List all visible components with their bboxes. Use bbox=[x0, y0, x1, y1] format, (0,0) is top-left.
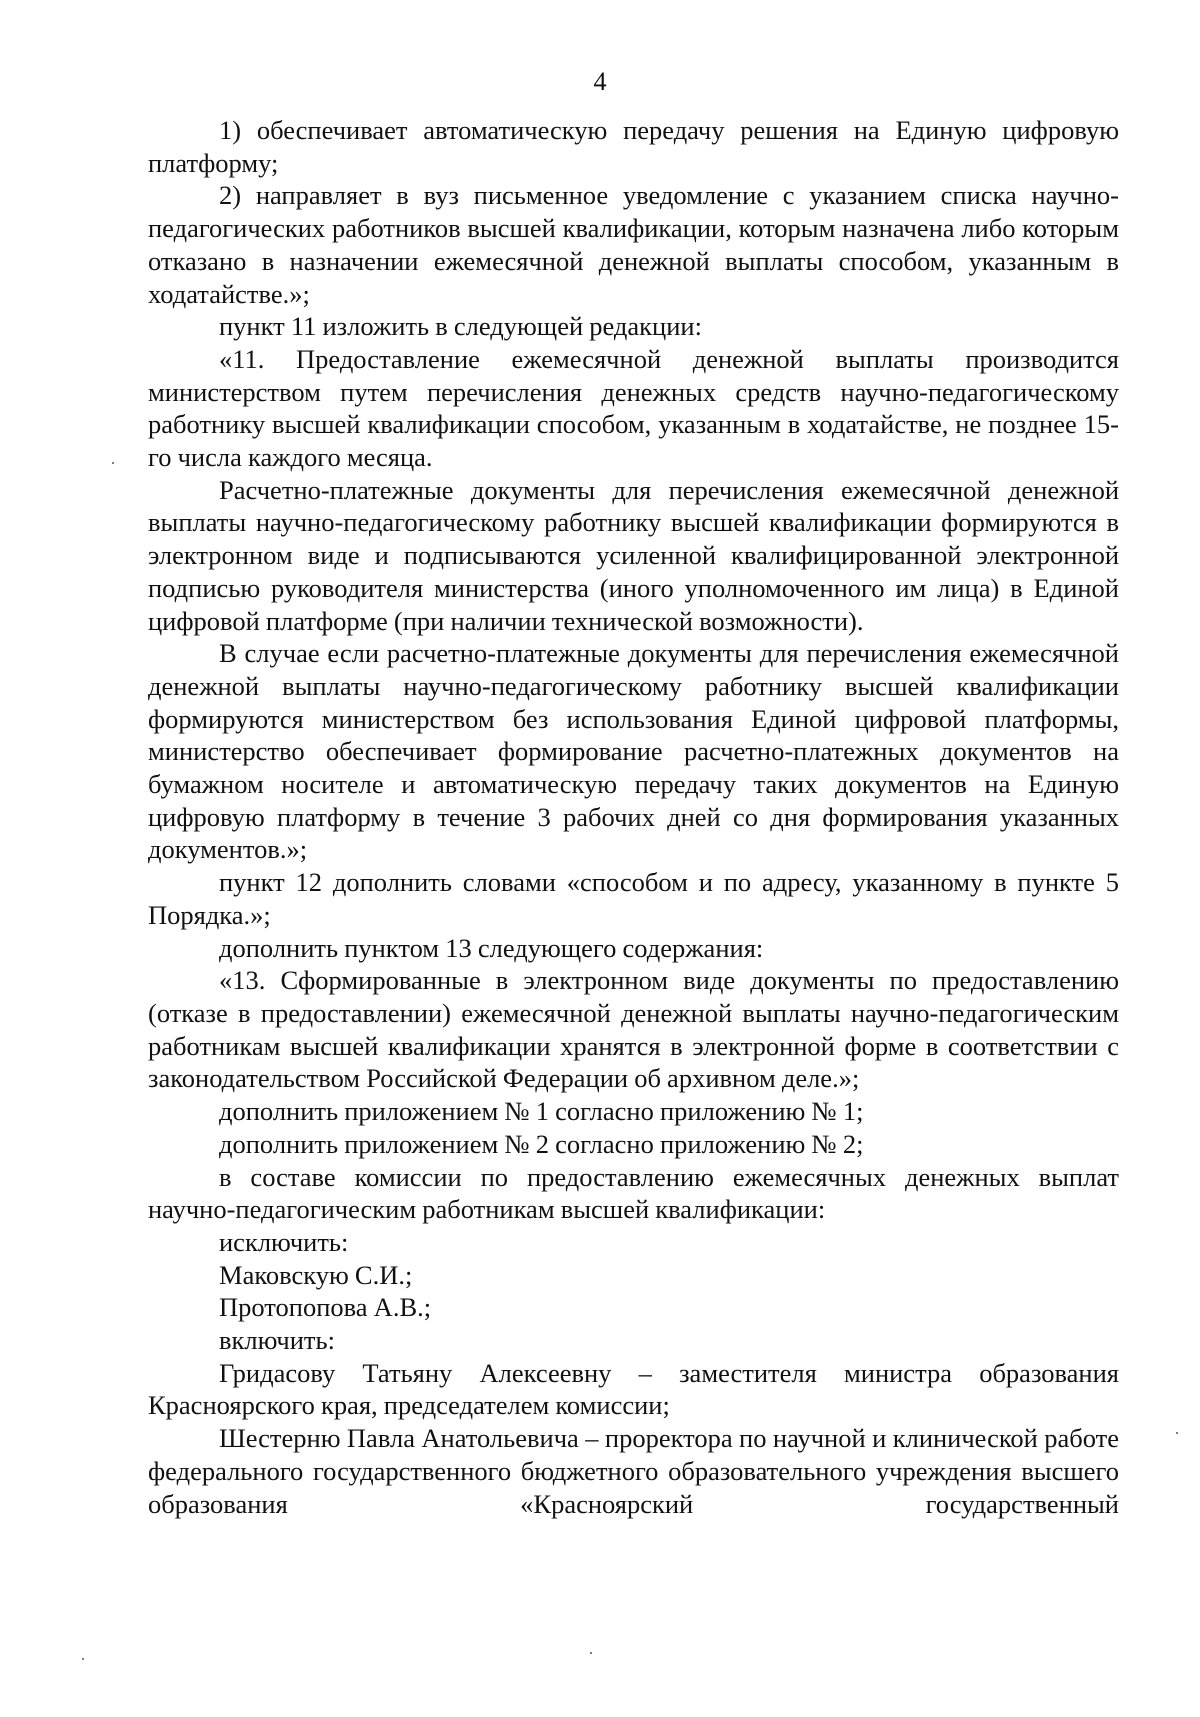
paragraph-12: в составе комиссии по предоставлению ежемесячных денежных выплат научно-педагогическим работникам высшей квалификации: bbox=[148, 1161, 1119, 1225]
paragraph-3: пункт 11 изложить в следующей редакции: bbox=[219, 311, 702, 342]
paragraph-13: исключить: bbox=[219, 1226, 349, 1257]
paragraph-5: Расчетно-платежные документы для перечисления ежемесячной денежной выплаты научно-педагогическому работнику высшей квалификации формируются в электронном виде и подписываются усиленной квалифицированной электронной подписью руководителя министерства (иного уполномоченного им лица) в Единой цифровой платформе (при наличии технической возможности). bbox=[148, 474, 1119, 636]
paragraph-2: 2) направляет в вуз письменное уведомление с указанием списка научно-педагогических работников высшей квалификации, которым назначена либо которым отказано в назначении ежемесячной денежной выплаты способом, указанным в ходатайстве.»; bbox=[148, 180, 1119, 309]
paragraph-8: дополнить пунктом 13 следующего содержания: bbox=[219, 932, 764, 963]
paragraph-11: дополнить приложением № 2 согласно приложению № 2; bbox=[219, 1128, 864, 1159]
paragraph-18: Шестерню Павла Анатольевича – проректора по научной и клинической работе федерального государственного бюджетного образовательного учреждения высшего образования «Красноярский государственный bbox=[148, 1423, 1119, 1519]
paragraph-14: Маковскую С.И.; bbox=[219, 1259, 413, 1290]
document-body bbox=[148, 114, 1119, 1520]
scan-speck bbox=[112, 462, 114, 464]
page-number: 4 bbox=[593, 67, 607, 96]
paragraph-7: пункт 12 дополнить словами «способом и по адресу, указанному в пункте 5 Порядка.»; bbox=[148, 867, 1119, 930]
paragraph-16: включить: bbox=[219, 1325, 335, 1356]
paragraph-17: Гридасову Татьяну Алексеевну – заместителя министра образования Красноярского края, председателем комиссии; bbox=[148, 1357, 1119, 1421]
scan-speck bbox=[590, 1652, 592, 1654]
paragraph-9: «13. Сформированные в электронном виде документы по предоставлению (отказе в предоставлении) ежемесячной денежной выплаты научно-педагогическим работникам высшей квалификации хранятся в электронной форме в соответствии с законодательством Российской Федерации об архивном деле.»; bbox=[148, 965, 1119, 1094]
paragraph-4: «11. Предоставление ежемесячной денежной выплаты производится министерством путем перечисления денежных средств научно-педагогическому работнику высшей квалификации способом, указанным в ходатайстве, не позднее 15-го числа каждого месяца. bbox=[148, 343, 1119, 473]
paragraph-10: дополнить приложением № 1 согласно приложению № 1; bbox=[219, 1096, 864, 1127]
paragraph-15: Протопопова А.В.; bbox=[219, 1292, 432, 1323]
scan-speck bbox=[1176, 1432, 1178, 1434]
scan-speck bbox=[82, 1658, 84, 1660]
paragraph-6: В случае если расчетно-платежные документы для перечисления ежемесячной денежной выплаты научно-педагогическому работнику высшей квалификации формируются министерством без использования Единой цифровой платформы, министерство обеспечивает формирование расчетно-платежных документов на бумажном носителе и автоматическую передачу таких документов на Единую цифровую платформу в течение 3 рабочих дней со дня формирования указанных документов.»; bbox=[148, 638, 1119, 865]
paragraph-1: 1) обеспечивает автоматическую передачу решения на Единую цифровую платформу; bbox=[148, 115, 1119, 178]
